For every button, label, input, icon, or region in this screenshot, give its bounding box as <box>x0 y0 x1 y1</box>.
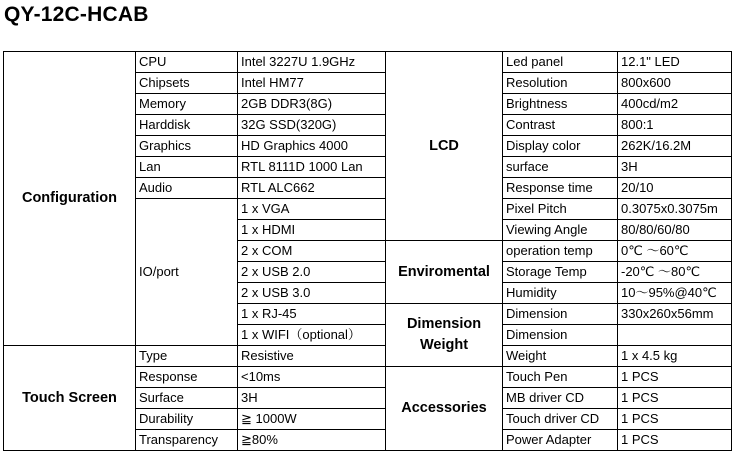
spec-label: Viewing Angle <box>503 220 618 241</box>
spec-value: 2 x USB 3.0 <box>238 283 386 304</box>
spec-value: 800:1 <box>618 115 732 136</box>
spec-value: 1 x 4.5 kg <box>618 346 732 367</box>
spec-value <box>618 325 732 346</box>
spec-value: 800x600 <box>618 73 732 94</box>
spec-label: Power Adapter <box>503 430 618 451</box>
group-touch-screen: Touch Screen <box>4 346 136 451</box>
spec-label: Response <box>136 367 238 388</box>
spec-value: 1 PCS <box>618 430 732 451</box>
spec-value: 262K/16.2M <box>618 136 732 157</box>
page-title: QY-12C-HCAB <box>4 3 149 26</box>
spec-value: 3H <box>238 388 386 409</box>
group-environmental: Enviromental <box>386 241 503 304</box>
group-dimension-weight: Dimension Weight <box>386 304 503 367</box>
spec-value: 1 PCS <box>618 367 732 388</box>
spec-label: CPU <box>136 52 238 73</box>
spec-value: ≧ 1000W <box>238 409 386 430</box>
spec-label: Memory <box>136 94 238 115</box>
spec-label: Response time <box>503 178 618 199</box>
spec-value: <10ms <box>238 367 386 388</box>
table-row <box>4 346 732 367</box>
spec-value: RTL ALC662 <box>238 178 386 199</box>
spec-value: -20℃ ～80℃ <box>618 262 732 283</box>
spec-value: ≧80% <box>238 430 386 451</box>
spec-label: Durability <box>136 409 238 430</box>
spec-label: Storage Temp <box>503 262 618 283</box>
spec-value: 10～95%@40℃ <box>618 283 732 304</box>
spec-value: 1 x WIFI（optional） <box>238 325 386 346</box>
io-port-label: IO/port <box>136 199 238 346</box>
spec-label: Touch Pen <box>503 367 618 388</box>
spec-value: 3H <box>618 157 732 178</box>
spec-label: Contrast <box>503 115 618 136</box>
spec-label: Lan <box>136 157 238 178</box>
spec-label: Brightness <box>503 94 618 115</box>
spec-label: Resolution <box>503 73 618 94</box>
spec-label: Harddisk <box>136 115 238 136</box>
spec-value: Intel 3227U 1.9GHz <box>238 52 386 73</box>
spec-table <box>3 51 732 451</box>
spec-label: Display color <box>503 136 618 157</box>
spec-value: 0.3075x0.3075m <box>618 199 732 220</box>
table-row <box>4 52 732 73</box>
group-configuration: Configuration <box>4 52 136 346</box>
spec-label: Transparency <box>136 430 238 451</box>
spec-value: 80/80/60/80 <box>618 220 732 241</box>
spec-label: Chipsets <box>136 73 238 94</box>
spec-value: 330x260x56mm <box>618 304 732 325</box>
spec-label: MB driver CD <box>503 388 618 409</box>
spec-label: Surface <box>136 388 238 409</box>
spec-value: 2GB DDR3(8G) <box>238 94 386 115</box>
spec-label: Type <box>136 346 238 367</box>
spec-label: Graphics <box>136 136 238 157</box>
spec-label: surface <box>503 157 618 178</box>
spec-value: 2 x USB 2.0 <box>238 262 386 283</box>
spec-value: 1 PCS <box>618 409 732 430</box>
spec-value: 20/10 <box>618 178 732 199</box>
spec-label: Led panel <box>503 52 618 73</box>
spec-value: 1 x RJ-45 <box>238 304 386 325</box>
spec-value: 32G SSD(320G) <box>238 115 386 136</box>
spec-label: operation temp <box>503 241 618 262</box>
spec-value: HD Graphics 4000 <box>238 136 386 157</box>
group-accessories: Accessories <box>386 367 503 451</box>
spec-value: 1 x VGA <box>238 199 386 220</box>
spec-value: 12.1" LED <box>618 52 732 73</box>
spec-value: Intel HM77 <box>238 73 386 94</box>
spec-value: RTL 8111D 1000 Lan <box>238 157 386 178</box>
spec-label: Pixel Pitch <box>503 199 618 220</box>
spec-label: Humidity <box>503 283 618 304</box>
spec-label: Touch driver CD <box>503 409 618 430</box>
spec-value: 1 x HDMI <box>238 220 386 241</box>
spec-label: Audio <box>136 178 238 199</box>
spec-label: Dimension <box>503 304 618 325</box>
spec-value: Resistive <box>238 346 386 367</box>
spec-label: Dimension <box>503 325 618 346</box>
spec-value: 2 x COM <box>238 241 386 262</box>
spec-label: Weight <box>503 346 618 367</box>
spec-value: 400cd/m2 <box>618 94 732 115</box>
spec-value: 1 PCS <box>618 388 732 409</box>
spec-value: 0℃ ～60℃ <box>618 241 732 262</box>
group-lcd: LCD <box>386 52 503 241</box>
